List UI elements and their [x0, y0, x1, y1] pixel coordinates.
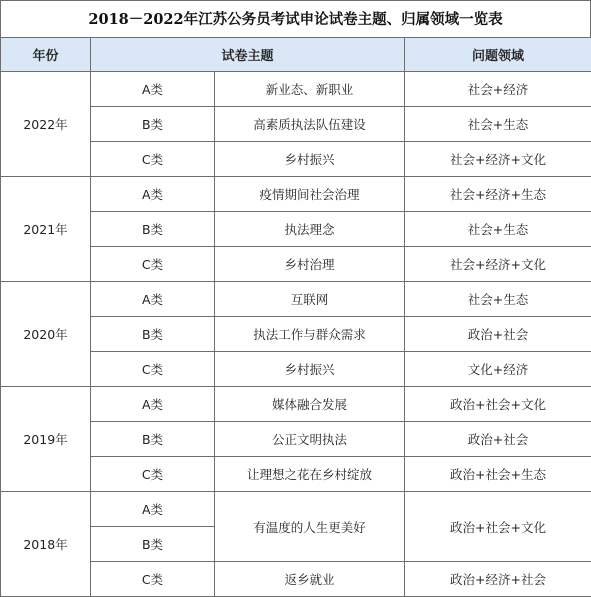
type-cell: A类 [91, 177, 215, 212]
field-cell: 社会+经济+生态 [405, 177, 591, 212]
type-cell: A类 [91, 282, 215, 317]
type-cell: C类 [91, 352, 215, 387]
table-title: 2018－2022年江苏公务员考试申论试卷主题、归属领域一览表 [0, 0, 591, 37]
field-cell: 社会+生态 [405, 107, 591, 142]
topics-table [0, 37, 591, 597]
table-row [1, 387, 591, 422]
year-cell: 2021年 [1, 177, 91, 282]
type-cell: B类 [91, 212, 215, 247]
type-cell: A类 [91, 72, 215, 107]
topic-cell: 高素质执法队伍建设 [215, 107, 405, 142]
topic-cell: 执法工作与群众需求 [215, 317, 405, 352]
field-cell: 政治+社会+文化 [405, 387, 591, 422]
type-cell: B类 [91, 317, 215, 352]
year-cell: 2020年 [1, 282, 91, 387]
type-cell: B类 [91, 527, 215, 562]
type-cell: A类 [91, 387, 215, 422]
field-cell: 文化+经济 [405, 352, 591, 387]
table-row [1, 492, 591, 527]
type-cell: B类 [91, 422, 215, 457]
header-field: 问题领域 [405, 38, 591, 72]
topic-cell: 公正文明执法 [215, 422, 405, 457]
year-cell: 2019年 [1, 387, 91, 492]
type-cell: C类 [91, 247, 215, 282]
field-cell: 社会+生态 [405, 212, 591, 247]
topic-cell: 新业态、新职业 [215, 72, 405, 107]
type-cell: C类 [91, 142, 215, 177]
header-year: 年份 [1, 38, 91, 72]
type-cell: B类 [91, 107, 215, 142]
field-cell: 政治+社会+生态 [405, 457, 591, 492]
table-row [1, 177, 591, 212]
field-cell: 社会+经济+文化 [405, 142, 591, 177]
topic-cell: 乡村治理 [215, 247, 405, 282]
topic-cell: 返乡就业 [215, 562, 405, 597]
type-cell: C类 [91, 562, 215, 597]
type-cell: A类 [91, 492, 215, 527]
header-topic: 试卷主题 [91, 38, 405, 72]
topic-cell: 乡村振兴 [215, 142, 405, 177]
table-row [1, 282, 591, 317]
year-cell: 2018年 [1, 492, 91, 597]
topic-cell: 疫情期间社会治理 [215, 177, 405, 212]
topic-cell: 让理想之花在乡村绽放 [215, 457, 405, 492]
field-cell: 社会+经济+文化 [405, 247, 591, 282]
table-row [1, 72, 591, 107]
type-cell: C类 [91, 457, 215, 492]
topic-cell: 媒体融合发展 [215, 387, 405, 422]
field-cell: 政治+社会 [405, 422, 591, 457]
topic-cell: 执法理念 [215, 212, 405, 247]
year-cell: 2022年 [1, 72, 91, 177]
topic-cell: 乡村振兴 [215, 352, 405, 387]
topic-cell: 有温度的人生更美好 [215, 492, 405, 562]
field-cell: 社会+经济 [405, 72, 591, 107]
topic-cell: 互联网 [215, 282, 405, 317]
field-cell: 社会+生态 [405, 282, 591, 317]
field-cell: 政治+经济+社会 [405, 562, 591, 597]
field-cell: 政治+社会+文化 [405, 492, 591, 562]
field-cell: 政治+社会 [405, 317, 591, 352]
